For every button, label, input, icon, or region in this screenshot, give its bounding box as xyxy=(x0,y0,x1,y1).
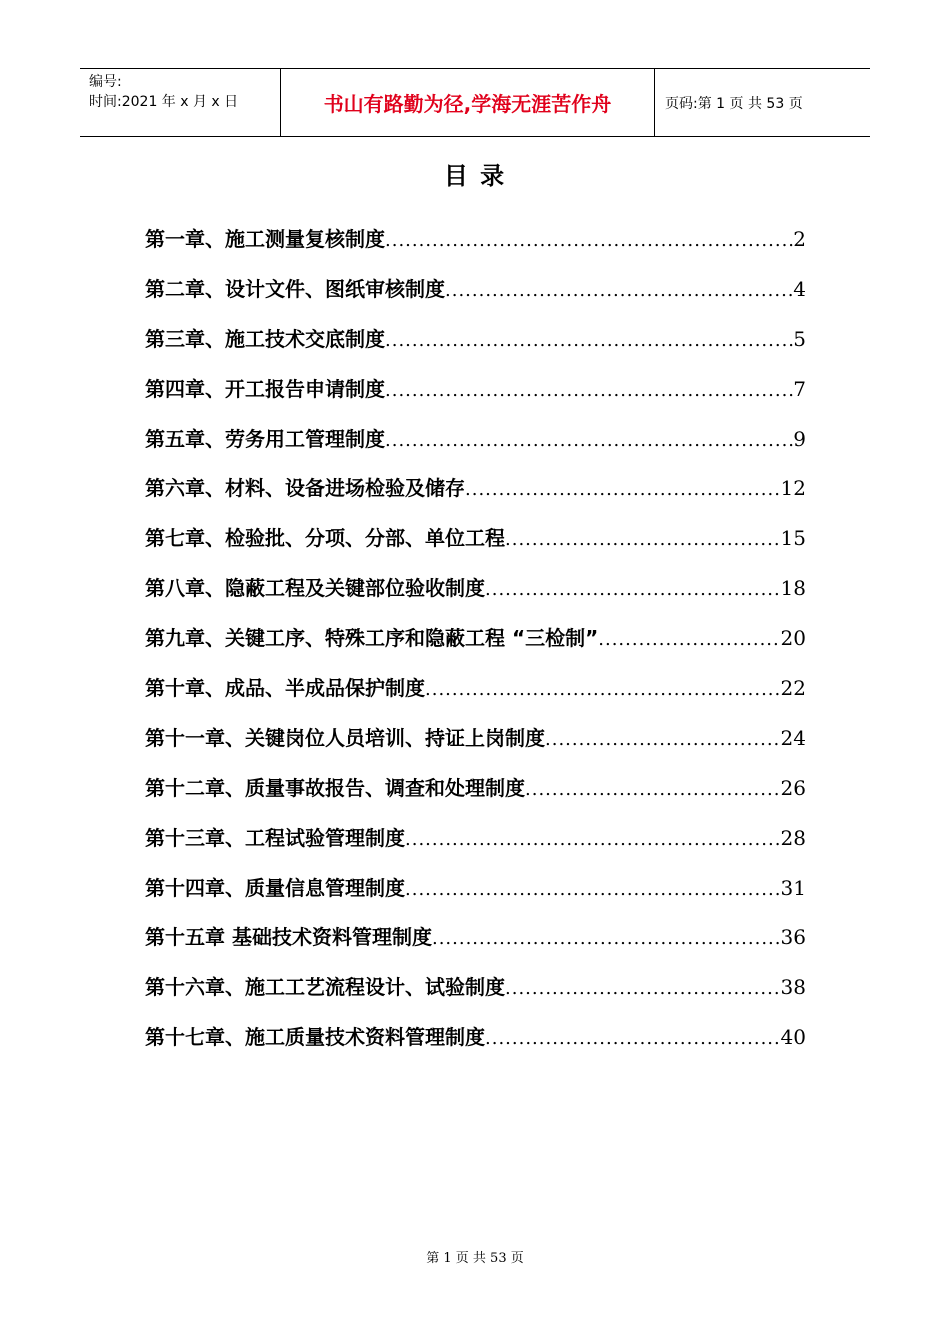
toc-entry[interactable] xyxy=(145,273,806,323)
toc-label: 第十三章、工程试验管理制度 xyxy=(145,825,405,850)
toc-label: 第八章、隐蔽工程及关键部位验收制度 xyxy=(145,576,485,601)
toc-label: 第三章、施工技术交底制度 xyxy=(145,326,385,351)
toc-label: 第一章、施工测量复核制度 xyxy=(145,227,385,251)
toc-leader xyxy=(385,330,793,351)
toc-entry[interactable] xyxy=(145,822,806,872)
toc-label: 第十章、成品、半成品保护制度 xyxy=(145,676,425,701)
toc-leader xyxy=(432,928,781,949)
toc-label: 第十五章 基础技术资料管理制度 xyxy=(145,925,432,950)
toc-entry[interactable] xyxy=(145,472,806,522)
page-footer: 第 1 页 共 53 页 xyxy=(426,1251,524,1266)
toc-label: 第七章、检验批、分项、分部、单位工程 xyxy=(145,526,505,551)
toc-leader xyxy=(405,829,781,850)
page-header xyxy=(80,68,870,137)
toc-leader xyxy=(445,280,793,301)
toc-label: 第四章、开工报告申请制度 xyxy=(145,376,385,401)
toc-entry[interactable] xyxy=(145,921,806,971)
toc-page: 36 xyxy=(780,925,806,950)
toc-label: 第十四章、质量信息管理制度 xyxy=(145,875,405,900)
toc-label: 第十一章、关键岗位人员培训、持证上岗制度 xyxy=(145,725,545,750)
toc-page: 5 xyxy=(793,326,806,351)
toc-page: 26 xyxy=(780,775,806,800)
toc-page: 24 xyxy=(780,725,806,750)
toc-entry[interactable] xyxy=(145,1021,806,1071)
toc-page: 40 xyxy=(780,1025,806,1050)
toc-entry[interactable] xyxy=(145,323,806,373)
toc-entry[interactable] xyxy=(145,522,806,572)
toc-leader xyxy=(525,779,781,800)
toc-leader xyxy=(485,1028,781,1049)
toc-entry[interactable] xyxy=(145,672,806,722)
toc-page: 22 xyxy=(780,676,806,701)
toc-leader xyxy=(545,729,781,750)
table-of-contents xyxy=(145,223,806,1071)
toc-leader xyxy=(385,230,793,251)
toc-label: 第九章、关键工序、特殊工序和隐蔽工程 “三检制” xyxy=(145,626,599,651)
header-motto: 书山有路勤为径,学海无涯苦作舟 xyxy=(281,69,655,136)
toc-leader xyxy=(505,978,781,999)
header-meta xyxy=(80,69,281,136)
toc-page: 12 xyxy=(780,476,806,501)
toc-label: 第十六章、施工工艺流程设计、试验制度 xyxy=(145,975,505,1000)
toc-page: 20 xyxy=(780,626,806,651)
toc-title: 目 录 xyxy=(443,162,507,190)
toc-page: 28 xyxy=(780,825,806,850)
toc-page: 4 xyxy=(793,276,806,301)
toc-leader xyxy=(598,629,780,650)
toc-page: 38 xyxy=(780,975,806,1000)
toc-entry[interactable] xyxy=(145,423,806,473)
toc-leader xyxy=(505,529,781,550)
toc-leader xyxy=(485,579,781,600)
toc-entry[interactable] xyxy=(145,722,806,772)
toc-entry[interactable] xyxy=(145,622,806,672)
toc-leader xyxy=(385,430,793,451)
toc-entry[interactable] xyxy=(145,572,806,622)
toc-page: 31 xyxy=(780,875,806,900)
toc-label: 第二章、设计文件、图纸审核制度 xyxy=(145,276,445,301)
toc-leader xyxy=(405,879,781,900)
toc-page: 7 xyxy=(793,376,806,401)
toc-page: 2 xyxy=(793,227,806,251)
toc-page: 18 xyxy=(780,576,806,601)
toc-page: 15 xyxy=(780,526,806,551)
toc-entry[interactable] xyxy=(145,223,806,273)
toc-label: 第六章、材料、设备进场检验及储存 xyxy=(145,476,465,501)
toc-entry[interactable] xyxy=(145,971,806,1021)
header-page-info: 页码:第 1 页 共 53 页 xyxy=(665,95,803,112)
toc-label: 第五章、劳务用工管理制度 xyxy=(145,426,385,451)
toc-leader xyxy=(385,380,793,401)
toc-leader xyxy=(465,479,781,500)
number-label: 编号: xyxy=(89,74,122,90)
toc-label: 第十七章、施工质量技术资料管理制度 xyxy=(145,1025,485,1050)
toc-entry[interactable] xyxy=(145,373,806,423)
toc-entry[interactable] xyxy=(145,772,806,822)
toc-leader xyxy=(425,679,781,700)
time-label: 时间:2021 年 x 月 x 日 xyxy=(89,94,239,110)
toc-label: 第十二章、质量事故报告、调查和处理制度 xyxy=(145,775,525,800)
toc-entry[interactable] xyxy=(145,872,806,922)
toc-page: 9 xyxy=(793,426,806,451)
